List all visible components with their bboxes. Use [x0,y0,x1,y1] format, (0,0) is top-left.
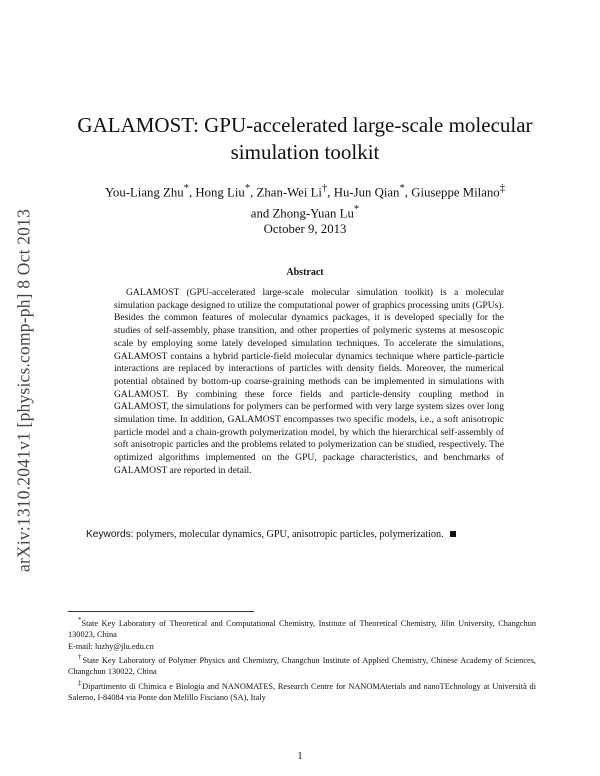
abstract-heading: Abstract [286,267,324,278]
title-line-1: GALAMOST: GPU-accelerated large-scale molecular [77,113,533,137]
author-affiliation-mark: ‡ [499,183,506,194]
keywords-text: polymers, molecular dynamics, GPU, anisotropic particles, polymerization. [136,529,444,540]
footnote [68,678,536,704]
author-name: Hong Liu [195,185,245,200]
footnote-mark: † [78,653,83,661]
footnote [68,652,536,678]
author-affiliation-mark: * [244,183,251,194]
footnotes [68,615,536,703]
author-name: You-Liang Zhu [104,185,184,200]
footnote-text: E-mail: luzhy@jlu.edu.cn [68,641,154,651]
author-name: Hu-Jun Qian [333,185,400,200]
end-of-abstract-square-icon [450,531,456,537]
author-affiliation-mark: * [399,183,405,194]
footnote-text: State Key Laboratory of Polymer Physics and Chemistry, Changchun Institute of Applied Chemistry, Chinese Academy of Sciences, Changchun 130022, China [68,655,536,677]
keywords [86,529,546,540]
author-name: Zhan-Wei Li [256,185,322,200]
paper-title [70,112,540,166]
arxiv-identifier: arXiv:1310.2041v1 [physics.comp-ph] 8 Oct 2013 [13,208,34,572]
footnote-mark: ‡ [78,679,83,687]
footnote-text: Dipartimento di Chimica e Biologia and NANOMATES, Research Centre for NANOMAterials and nanoTEchnology at Università di Salerno, I-84084 via Ponte don Melillo Fisciano (SA), Italy [68,681,536,702]
footnote [68,615,536,641]
author-conjunction: and [250,206,270,221]
footnote-email [68,641,536,652]
footnote-mark: * [78,617,82,624]
abstract-text: GALAMOST (GPU-accelerated large-scale molecular simulation toolkit) is a molecular simulation package designed to utilize the computational power of graphics processing units (GPUs). Besides the common features of molecular dynamics packages, it is developed specially for the studies of self-assembly, phase transition, and other properties of polymeric systems at mesoscopic scale by employing some lately developed simulation techniques. To accelerate the simulations, GALAMOST contains a hybrid particle-field molecular dynamics technique where particle-particle interactions are replaced by interactions of particles with density fields. Moreover, the numerical potential obtained by bottom-up coarse-graining methods can be implemented in simulations with GALAMOST. By combining these force fields and particle-density coupling method in GALAMOST, the simulations for polymers can be performed with very large system sizes over long simulation time. In addition, GALAMOST encompasses two specific models, i.e., a soft anisotropic particle model and a chain-growth polymerization model, by which the hierarchical self-assembly of soft anisotropic particles and the problems related to polymerization can be studied, respectively. The optimized algorithms implemented on the GPU, package characteristics, and benchmarks of GALAMOST are reported in detail. [114,287,504,476]
publication-date: October 9, 2013 [263,222,347,236]
author-name: Zhong-Yuan Lu [272,206,354,221]
author-line-2 [60,201,550,222]
page-number: 1 [297,751,303,762]
author-name: Giuseppe Milano [411,185,500,200]
author-affiliation-mark: * [183,183,189,194]
keywords-label: Keywords: [86,529,134,540]
author-affiliation-mark: † [321,183,328,194]
author-line-1: You-Liang Zhu*, Hong Liu*, Zhan-Wei Li†, Hu-Jun Qian*, Giuseppe Milano‡ [104,183,506,200]
footnote-rule [68,611,254,612]
title-line-2: simulation toolkit [230,140,380,164]
footnote-text: State Key Laboratory of Theoretical and Computational Chemistry, Institute of Theoretical Chemistry, Jilin University, Changchun 130023, China [68,618,536,640]
author-list [60,180,550,223]
author-affiliation-mark: * [353,204,360,216]
